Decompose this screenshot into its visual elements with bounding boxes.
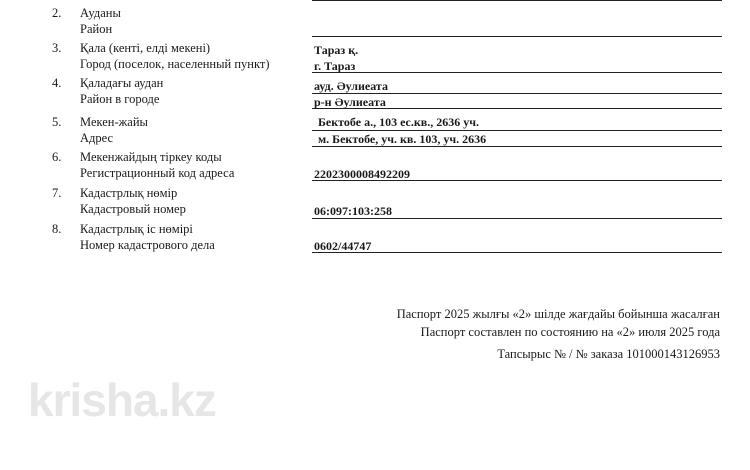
watermark-logo: krisha.kz	[28, 374, 216, 426]
label-kz: Мекен-жайы	[80, 115, 148, 129]
footer-line-ru: Паспорт составлен по состоянию на «2» июля 2025 года	[420, 325, 720, 339]
city-line-top	[312, 36, 722, 37]
footer-line-kz: Паспорт 2025 жылғы «2» шілде жағдайы бойынша жасалған	[396, 307, 720, 321]
row-number: 3.	[52, 41, 62, 55]
label-kz: Ауданы	[80, 6, 121, 20]
label-kz: Қаладағы аудан	[80, 76, 164, 90]
label-kz: Мекенжайдың тіркеу коды	[80, 150, 222, 164]
label-ru: Номер кадастрового дела	[80, 238, 215, 252]
label-kz: Қала (кенті, елді мекені)	[80, 41, 211, 55]
city-district-line-mid	[312, 93, 722, 94]
cadastral-number-underline	[312, 218, 722, 219]
order-number: Тапсырыс № / № заказа 101000143126953	[497, 347, 720, 361]
row-label	[80, 114, 148, 146]
address-value-kz: Бектобе а., 103 ес.кв., 2636 уч.	[318, 115, 480, 129]
row-label	[80, 185, 186, 217]
row-label	[80, 75, 163, 107]
row-label	[80, 149, 234, 181]
row-number: 6.	[52, 150, 62, 164]
label-ru: Адрес	[80, 131, 114, 145]
row-label	[80, 5, 121, 37]
cadastral-number-value: 06:097:103:258	[314, 204, 392, 218]
cadastral-case-value: 0602/44747	[314, 239, 372, 253]
city-district-value-kz: ауд. Әулиеата	[314, 79, 388, 93]
row-number: 2.	[52, 6, 62, 20]
address-line-mid	[312, 130, 722, 131]
label-ru: Кадастровый номер	[80, 202, 186, 216]
row-cadastral-case	[0, 221, 750, 255]
label-ru: Город (поселок, населенный пункт)	[80, 57, 270, 71]
city-district-value-ru: р-н Әулиеата	[314, 95, 386, 109]
row-label	[80, 40, 270, 72]
row-district	[0, 5, 750, 39]
label-kz: Кадастрлық нөмір	[80, 186, 178, 200]
city-value-ru: г. Тараз	[314, 59, 356, 73]
city-underline	[312, 72, 722, 73]
cadastral-case-underline	[312, 252, 722, 253]
address-underline	[312, 146, 722, 147]
row-number: 8.	[52, 222, 62, 236]
label-ru: Регистрационный код адреса	[80, 166, 235, 180]
reg-code-underline	[312, 180, 722, 181]
label-kz: Кадастрлық іс нөмірі	[80, 222, 193, 236]
top-underline	[312, 0, 722, 1]
label-ru: Район в городе	[80, 92, 160, 106]
row-number: 5.	[52, 115, 62, 129]
row-number: 7.	[52, 186, 62, 200]
address-value-ru: м. Бектобе, уч. кв. 103, уч. 2636	[318, 132, 487, 146]
row-label	[80, 221, 215, 253]
row-number: 4.	[52, 76, 62, 90]
row-city	[0, 40, 750, 74]
label-ru: Район	[80, 22, 113, 36]
city-value-kz: Тараз қ.	[314, 43, 359, 57]
reg-code-value: 2202300008492209	[314, 167, 410, 181]
city-district-underline	[312, 108, 722, 109]
